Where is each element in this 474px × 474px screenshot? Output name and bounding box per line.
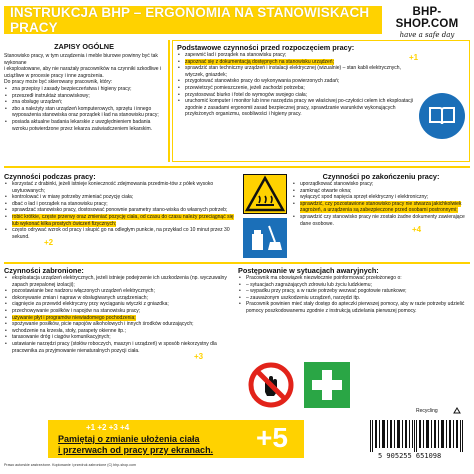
logo: [384, 6, 470, 39]
reminder-box: [48, 420, 304, 458]
forbidden-item: • eksploatacja urządzeń elektrycznych, jeżeli istnieje podejrzenie ich uszkodzenia (np. wyczuwalny zapach przepalonej izolacji);: [4, 275, 234, 288]
after-section: [292, 172, 470, 235]
after-item: • zamknąć otwarte okna;: [292, 188, 470, 195]
forbidden-item: • pozostawianie bez nadzoru włączonych urządzeń elektrycznych;: [4, 288, 234, 295]
forbidden-list: [4, 275, 234, 354]
before-list: [177, 52, 417, 118]
cleaning-icon: [243, 218, 287, 258]
general-p1: Stanowisko pracy, w tym urządzenia i meble biurowe powinny być tak wykonane: [4, 53, 158, 66]
before-item: • przystosować biurko i fotel do wymogów swojego ciała;: [177, 92, 417, 99]
general-item: • zna przepisy i zasady bezpieczeństwa i higieny pracy;: [4, 86, 164, 93]
after-item: • wyłączyć spod napięcia sprzęt elektryczny i elektroniczny;: [292, 194, 470, 201]
forbidden-item: • używanie płyt i programów niewiadomego pochodzenia;: [4, 315, 234, 322]
during-item: • kontrolować i w miarę potrzeby zmieniać pozycję ciała;: [4, 194, 240, 201]
after-item: • sprawdzić, czy pozostawione stanowisko pracy nie stwarza jakichkolwiek zagrożeń, a urządzenia są zabezpieczone przed osobami postronnymi;: [292, 201, 470, 214]
before-title: Podstawowe czynności przed rozpoczęciem pracy:: [177, 43, 355, 52]
forbidden-item: • przechowywanie posiłków i napojów na stanowisku pracy;: [4, 308, 234, 315]
emergency-section: [238, 266, 470, 315]
first-aid-icon: [304, 362, 350, 408]
reminder-line1: Pamiętaj o zmianie ułożenia ciała: [58, 434, 200, 444]
after-item: • uporządkować stanowisko pracy;: [292, 181, 470, 188]
during-plus: +2: [44, 238, 54, 248]
general-item: • posiada aktualne badania lekarskie z uwzględnieniem badania wzroku potwierdzone przez lekarza zaświadczeniem lekarskim.: [4, 119, 164, 132]
after-plus: +4: [412, 225, 422, 235]
title-banner: [4, 6, 382, 34]
barcode-icon: [370, 420, 466, 452]
product-info: [356, 408, 470, 464]
reminder-plus-row: +1 +2 +3 +4: [86, 423, 130, 432]
after-list: [292, 181, 470, 227]
during-section: [4, 172, 240, 248]
before-item: • uruchomić komputer i monitor lub inne narzędzia pracy we właściwej po-czyłości celem ich eksploatacji zgodnie z zasadami ergonomii zasad bezpiecznej pracy, sprawdzanie warunków wykonujących przyłożonych organizmu, osobliwości i higieny pracy.: [177, 98, 417, 118]
logo-name: BHP-SHOP.COM: [395, 6, 459, 30]
recycling-label: Recycling: [416, 408, 438, 414]
forbidden-plus: +3: [194, 352, 204, 362]
general-p3: Do pracy może być skierowany pracownik, który:: [4, 79, 113, 86]
book-icon: [419, 93, 465, 139]
do-not-touch-icon: [248, 362, 294, 408]
after-item: • sprawdzić czy stanowisko pracy nie zostało żadne dokumenty zawierające dane osobowe.: [292, 214, 470, 227]
before-section: [172, 40, 470, 162]
general-list: [4, 86, 164, 132]
emergency-title: Postępowanie w sytuacjach awaryjnych:: [238, 266, 379, 275]
hot-surface-warning-icon: [243, 174, 287, 214]
before-item: • przewietrzyć pomieszczenie, jeżeli zachodzi potrzeba;: [177, 85, 417, 92]
before-item: • sprawdzić stan techniczny urządzeń i instalacji elektrycznej (wizualnie) – stan kabli elektrycznych, wtyczek, gniazdek;: [177, 65, 417, 78]
general-p2: i eksploatowane, aby nie narażały pracowników na czynniki szkodliwe i uciążliwe w procesie pracy i inne zagrożenia.: [4, 66, 162, 79]
before-item: • zapoznać się z dokumentacją dostępnych na stanowisku urządzeń;: [177, 59, 417, 66]
page-title: INSTRUKCJA BHP – ERGONOMIA NA STANOWISKACH PRACY: [10, 5, 370, 35]
during-item: • sprawdzać stanowisko pracy, dostosować ponownie parametry stano-wiska do własnych potrzeb;: [4, 207, 240, 214]
forbidden-item: • tarasowanie dróg i ciągów komunikacyjnych;: [4, 334, 234, 341]
before-plus: +1: [409, 53, 419, 62]
divider: [168, 40, 170, 162]
emergency-item: • Pracownik ma obowiązek niezwłocznie poinformować przełożonego o:: [238, 275, 470, 282]
forbidden-item: • wchodzenie na krzesła, stoły, parapety okienne itp.;: [4, 328, 234, 335]
forbidden-item: • ciągnięcie za przewód elektryczny przy wyciąganiu wtyczki z gniazdka;: [4, 301, 234, 308]
footer-copyright: Prawo autorskie zastrzeżone. Kopiowanie i przedruk zabronione (C) bhp-shop.com: [4, 463, 137, 467]
forbidden-item: • spożywanie posiłków, picie napojów alkoholowych i innych środków odurzających;: [4, 321, 234, 328]
during-item: • korzystać z drabinki, jeżeli istnieje konieczność zdejmowania przedmio-tów z półek wysoko usytuowanych;: [4, 181, 240, 194]
during-item: • często odrywać wzrok od pracy i skupić go na odległym punkcie, na przykład co 10 minut przez 30 sekund.: [4, 227, 240, 240]
during-item: • dbać o ład i porządek na stanowisku pracy;: [4, 201, 240, 208]
emergency-list: [238, 275, 470, 315]
during-title: Czynności podczas pracy:: [4, 172, 96, 181]
barcode-number: 5 905255 651098: [378, 452, 442, 460]
forbidden-section: [4, 266, 234, 362]
emergency-item: • Pracownik powinien mieć stały dostęp do apteczki pierwszej pomocy, aby w razie potrzeby udzielić pomocy poszkodowanemu zgodnie z instrukcją udzielania pierwszej pomocy.: [238, 301, 470, 314]
general-section: [4, 42, 164, 132]
during-list: [4, 181, 240, 240]
during-item: • robić krótkie, częste przerwy oraz zmieniać pozycję ciała, od czasu do czasu należy przeciągnąć się lub wykonać kilka prostych ćwiczeń fizycznych;: [4, 214, 240, 227]
forbidden-item: • dokonywanie zmian i napraw w obsługiwanych urządzeniach;: [4, 295, 234, 302]
before-item: • zapewnić ład i porządek na stanowisku pracy;: [177, 52, 417, 59]
before-item: • przygotować stanowisko pracy do wykonywania powierzonych zadań;: [177, 78, 417, 85]
separator: [4, 262, 470, 264]
forbidden-item: • ustawianie narzędzi pracy (stołów roboczych, maszyn i urządzeń) w sposób niekorzystny dla pracownika za przyjmowanie nienaturalnych pozycji ciała.: [4, 341, 234, 354]
emergency-item: • – wypadku przy pracy, a w razie potrzeby wezwać pogotowie ratunkowe;: [238, 288, 470, 295]
reminder-big-plus: +5: [256, 422, 288, 453]
general-item: • zna obsługę urządzeń;: [4, 99, 164, 106]
separator: [4, 166, 470, 168]
general-title: ZAPISY OGÓLNE: [54, 42, 114, 51]
recycling-icon: [452, 407, 462, 417]
after-title: Czynności po zakończeniu pracy:: [322, 172, 440, 181]
reminder-line2: i przerwach od pracy przy ekranach.: [58, 445, 214, 455]
logo-tagline: have a safe day: [399, 31, 455, 39]
forbidden-title: Czynności zabronione:: [4, 266, 84, 275]
general-item: • przeszedł instruktaż stanowiskowy;: [4, 93, 164, 100]
emergency-item: • – sytuacjach zagrażających zdrowiu lub życiu ludzkiemu;: [238, 282, 470, 289]
general-item: • zbo a należyty stan urządzeń komputerowych, sprzętu i innego wyposażenia stanowiska oraz porządek i ład na stanowisku pracy;: [4, 106, 164, 119]
emergency-item: • – zauważonym uszkodzeniu urządzeń, narzędzi itp.: [238, 295, 470, 302]
